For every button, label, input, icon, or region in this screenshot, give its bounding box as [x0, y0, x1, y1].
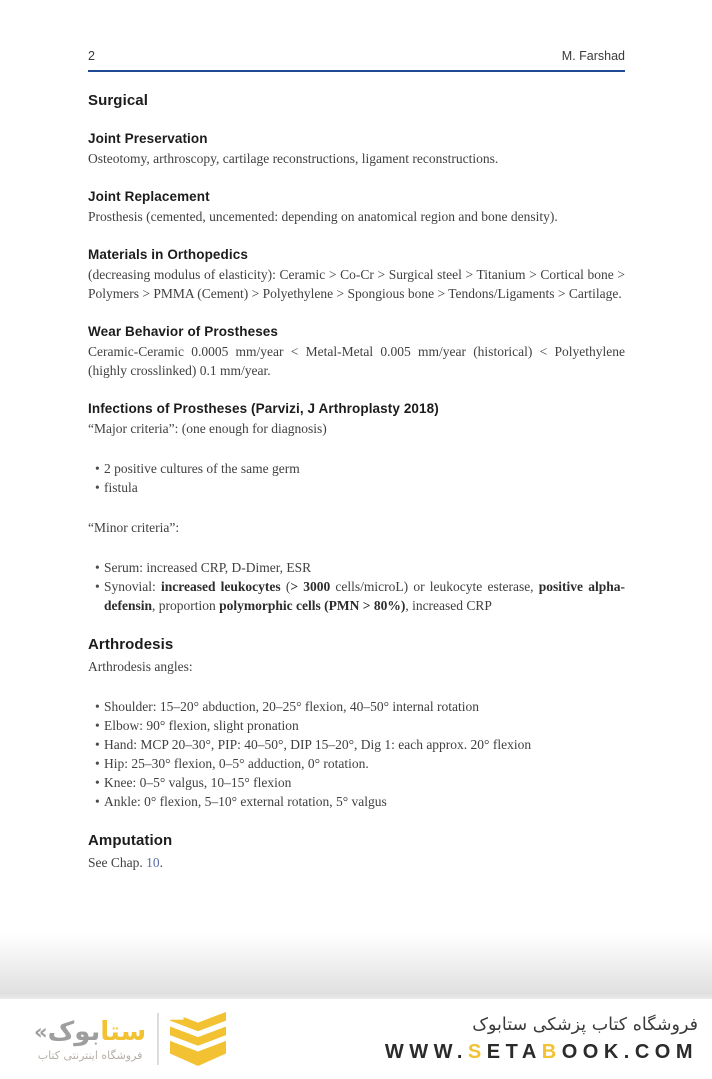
list-item [88, 792, 625, 811]
url-segment: WWW. [384, 1040, 468, 1063]
bold-text-segment: increased leukocytes [160, 579, 281, 594]
text-segment: See Chap. [88, 855, 147, 870]
logo-divider [157, 1013, 159, 1065]
url-segment-highlight: B [541, 1040, 562, 1063]
bullet-dot: • [95, 579, 100, 594]
paragraph-arthrodesis-intro: Arthrodesis angles: [88, 659, 193, 674]
bold-text-segment: positive alpha-defensin [104, 579, 625, 613]
paragraph-joint-preservation: Osteotomy, arthroscopy, cartilage reconstructions, ligament reconstructions. [88, 151, 499, 166]
list-item-text [104, 577, 625, 615]
heading-materials-in-orthopedics: Materials in Orthopedics [88, 247, 248, 262]
list-item [88, 478, 625, 497]
text-segment: , proportion [152, 598, 220, 613]
bullet-dot: • [95, 480, 100, 495]
list-item [88, 754, 625, 773]
website-url-link[interactable] [385, 1041, 698, 1064]
list-item [88, 459, 625, 478]
list-item-text: Hand: MCP 20–30°, PIP: 40–50°, DIP 15–20°, Dig 1: each approx. 20° flexion [104, 737, 532, 752]
list-item-text: Knee: 0–5° valgus, 10–15° flexion [104, 775, 292, 790]
guillemet-icon: « [34, 1019, 46, 1044]
paragraph-wear: Ceramic-Ceramic 0.0005 mm/year < Metal-Metal 0.005 mm/year (historical) < Polyethylene (highly crosslinked) 0.1 mm/year. [88, 344, 625, 378]
setabook-logo[interactable] [34, 1010, 226, 1068]
footer-contact-block [385, 1015, 698, 1064]
heading-infections: Infections of Prostheses (Parvizi, J Arthroplasty 2018) [88, 401, 439, 416]
logo-subtitle: فروشگاه اینترنتی کتاب [37, 1048, 143, 1062]
author-name: M. Farshad [561, 49, 625, 63]
paragraph-materials: (decreasing modulus of elasticity): Ceramic > Co-Cr > Surgical steel > Titanium > Cortical bone > Polymers > PMMA (Cement) > Polyethylene > Spongious bone > Tendons/Ligaments > Cartilage. [88, 267, 625, 301]
list-item-text: Elbow: 90° flexion, slight pronation [104, 718, 299, 733]
minor-criteria-list [88, 558, 625, 615]
bold-text-segment: > 3000 [290, 579, 331, 594]
list-item [88, 558, 625, 577]
heading-joint-preservation: Joint Preservation [88, 131, 208, 146]
paragraph-major-criteria-intro: “Major criteria”: (one enough for diagnosis) [88, 421, 327, 436]
bold-text-segment: polymorphic cells [219, 598, 321, 613]
heading-wear-behavior: Wear Behavior of Prostheses [88, 324, 279, 339]
text-segment: ( [280, 579, 291, 594]
bold-text-segment: (PMN > 80%) [320, 598, 406, 613]
chapter-cross-reference-link[interactable]: 10 [146, 855, 160, 870]
section-heading-surgical: Surgical [88, 92, 148, 109]
bullet-dot: • [95, 461, 100, 476]
list-item-text: fistula [104, 480, 138, 495]
running-header [88, 48, 625, 72]
major-criteria-list [88, 459, 625, 497]
list-item [88, 716, 625, 735]
store-name-farsi: فروشگاه کتاب پزشکی ستابوک [472, 1014, 698, 1035]
setabook-chevron-icon [170, 1010, 226, 1068]
list-item-text: Ankle: 0° flexion, 5–10° external rotation, 5° valgus [104, 794, 387, 809]
wordmark-yellow-part: ستا [100, 1016, 147, 1047]
footer-shadow-gradient [0, 933, 712, 999]
paragraph-minor-criteria-intro: “Minor criteria”: [88, 520, 180, 535]
text-segment: , increased CRP [405, 598, 492, 613]
paragraph-amputation [88, 853, 625, 872]
setabook-wordmark [34, 1017, 146, 1047]
text-segment: Synovial: [104, 579, 161, 594]
list-item-text: Shoulder: 15–20° abduction, 20–25° flexion, 40–50° internal rotation [104, 699, 480, 714]
wordmark-gray-part: بوک [47, 1016, 101, 1047]
paragraph-joint-replacement: Prosthesis (cemented, uncemented: depending on anatomical region and bone density). [88, 209, 558, 224]
list-item-text: Serum: increased CRP, D-Dimer, ESR [104, 560, 312, 575]
list-item [88, 577, 625, 615]
arthrodesis-angles-list [88, 697, 625, 811]
bullet-dot: • [95, 794, 100, 809]
setabook-logo-text [34, 1017, 146, 1062]
text-segment: . [159, 855, 163, 870]
url-segment: ETA [486, 1040, 542, 1063]
section-heading-amputation: Amputation [88, 832, 173, 849]
bookstore-footer-banner [0, 999, 712, 1079]
bullet-dot: • [95, 737, 100, 752]
list-item [88, 773, 625, 792]
text-segment: cells/microL) or leukocyte esterase, [330, 579, 539, 594]
list-item [88, 735, 625, 754]
list-item [88, 697, 625, 716]
url-segment-highlight: S [467, 1040, 487, 1063]
page-number: 2 [88, 49, 95, 63]
heading-joint-replacement: Joint Replacement [88, 189, 210, 204]
list-item-text: Hip: 25–30° flexion, 0–5° adduction, 0° rotation. [104, 756, 369, 771]
section-heading-arthrodesis: Arthrodesis [88, 636, 174, 653]
bullet-dot: • [95, 756, 100, 771]
url-segment: OOK.COM [561, 1040, 698, 1063]
list-item-text: 2 positive cultures of the same germ [104, 461, 300, 476]
bullet-dot: • [95, 775, 100, 790]
bullet-dot: • [95, 718, 100, 733]
bullet-dot: • [95, 699, 100, 714]
bullet-dot: • [95, 560, 100, 575]
